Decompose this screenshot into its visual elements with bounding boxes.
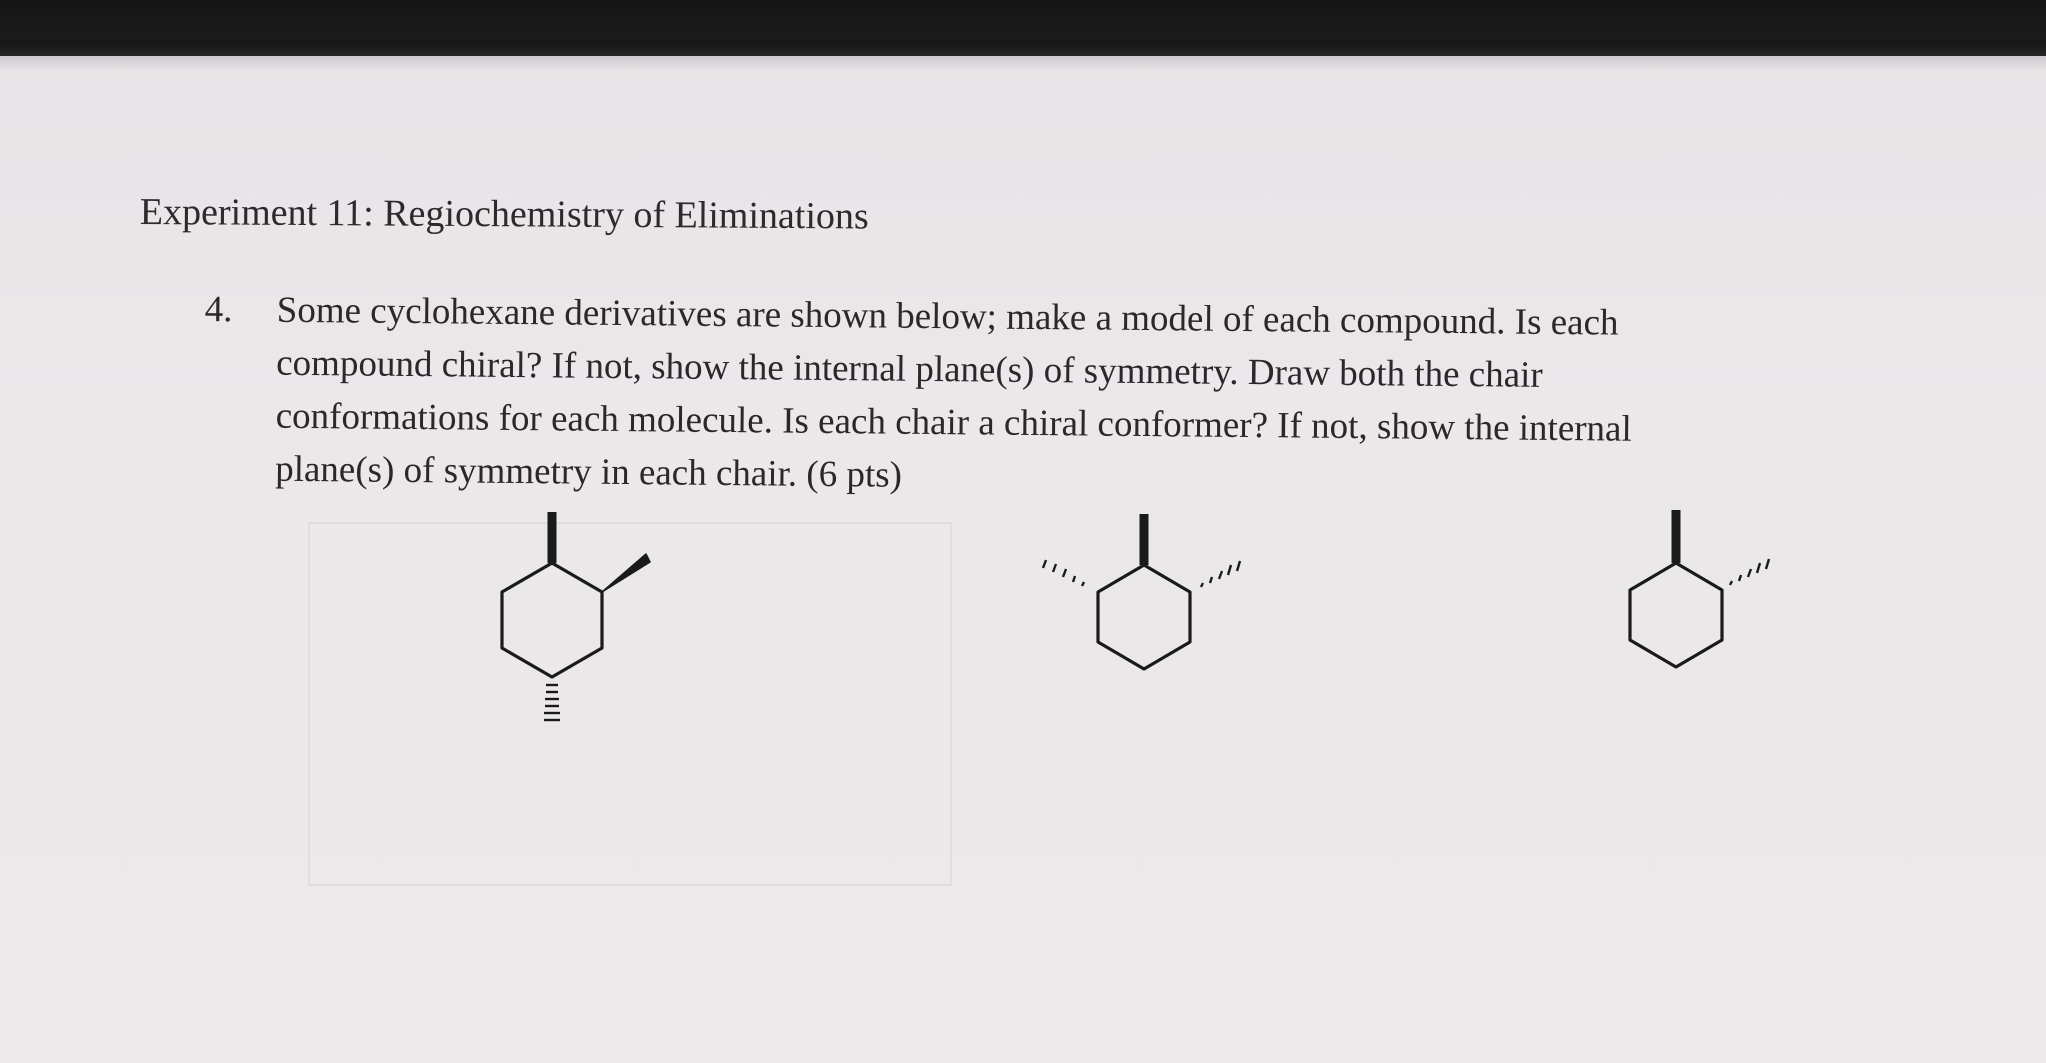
question-line: compound chiral? If not, show the internal plane(s) of symmetry. Draw both the chair xyxy=(276,342,1543,396)
cyclohexane-structure-1 xyxy=(502,512,650,720)
cyclohexane-ring xyxy=(1098,565,1190,669)
page-heading: Experiment 11: Regiochemistry of Eliminations xyxy=(139,190,869,238)
wedge-bond-right xyxy=(602,554,650,592)
question-line: Some cyclohexane derivatives are shown below; make a model of each compound. Is each xyxy=(276,289,1619,344)
hashed-bond-right xyxy=(1201,561,1240,587)
cyclohexane-structure-2 xyxy=(1043,514,1240,669)
hashed-bond-bottom xyxy=(544,685,560,720)
cyclohexane-ring xyxy=(502,563,602,677)
question-line: plane(s) of symmetry in each chair. (6 pts) xyxy=(275,448,903,496)
cyclohexane-structure-3 xyxy=(1630,510,1769,667)
cyclohexane-ring xyxy=(1630,563,1722,667)
question-number: 4. xyxy=(204,288,233,331)
hashed-bond-right xyxy=(1730,559,1769,585)
question-line: conformations for each molecule. Is each chair a chiral conformer? If not, show the internal xyxy=(275,395,1632,450)
hashed-bond-left xyxy=(1043,560,1084,586)
